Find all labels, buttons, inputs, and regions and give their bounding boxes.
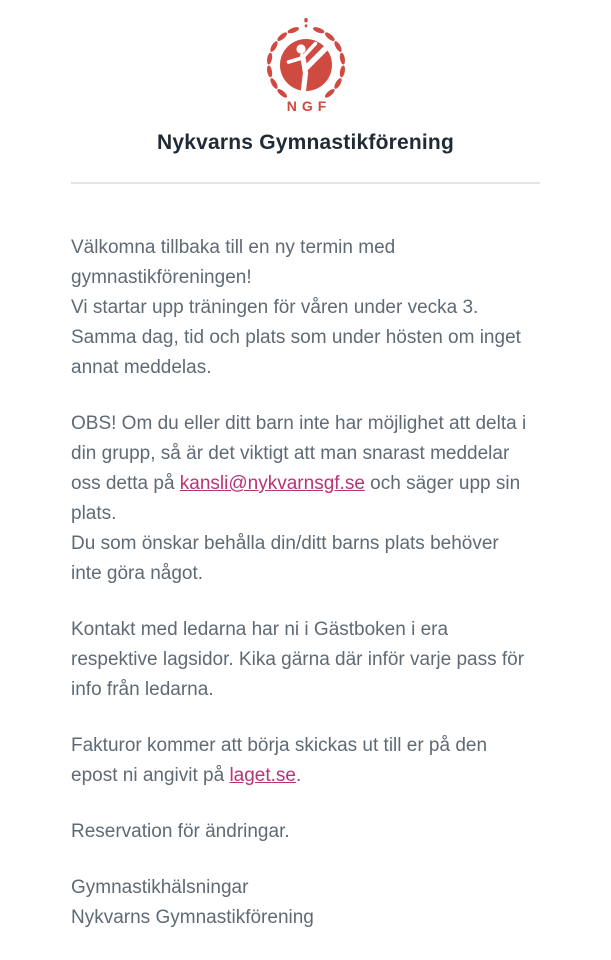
ngf-monogram: NGF [286,98,331,114]
body-paragraph: OBS! Om du eller ditt barn inte har möjlighet att delta i din grupp, så är det viktigt att man snarast meddelar oss detta på kansli@nykvarnsgf.se och säger upp sin plats. Du som önskar behålla din/ditt barns plats behöver inte göra något. [71,413,527,584]
body-text [0,184,611,933]
body-paragraph: Fakturor kommer att börja skickas ut till er på den epost ni angivit på laget.se. [71,735,488,786]
laget-se-link[interactable]: laget.se [229,765,296,786]
body-paragraph: Gymnastikhälsningar Nykvarns Gymnastikförening [71,877,314,928]
body-paragraph: Kontakt med ledarna har ni i Gästboken i era respektive lagsidor. Kika gärna där inför varje pass för info från ledarna. [71,619,525,700]
page-title: Nykvarns Gymnastikförening [157,131,454,154]
kansli-email-link[interactable]: kansli@nykvarnsgf.se [179,473,365,494]
club-logo [0,12,611,116]
body-paragraph: Välkomna tillbaka till en ny termin med gymnastikföreningen! Vi startar upp träningen för våren under vecka 3. Samma dag, tid och plats som under hösten om inget annat meddelas. [71,237,521,378]
body-paragraph: Reservation för ändringar. [71,821,290,842]
ngf-gymnast-wreath-icon [255,12,357,116]
